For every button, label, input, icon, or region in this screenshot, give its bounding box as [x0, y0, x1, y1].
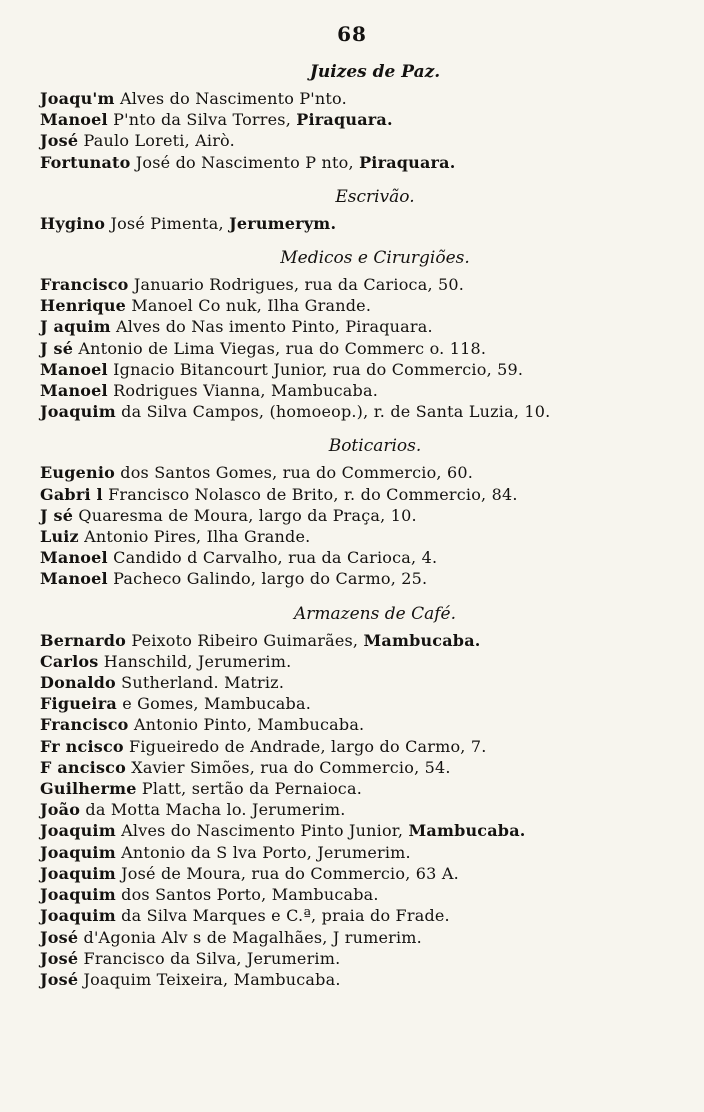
- entry-name: Guilherme: [40, 779, 137, 799]
- entry-details: Alves do Nascimento Pinto Junior,: [115, 821, 409, 841]
- entry-name: José: [40, 131, 79, 151]
- directory-entry: [40, 274, 680, 295]
- section-heading: Armazens de Café.: [294, 603, 456, 624]
- directory-entry: [40, 130, 680, 151]
- entry-details: Figueiredo de Andrade, largo do Carmo, 7.: [123, 736, 487, 756]
- directory-entry: [40, 152, 680, 173]
- entry-list: [40, 630, 680, 990]
- entry-name: Fortunato: [40, 152, 131, 172]
- entry-details: dos Santos Gomes, rua do Commercio, 60.: [114, 463, 474, 483]
- entry-details: Francisco Nolasco de Brito, r. do Commercio, 84.: [102, 484, 518, 504]
- entry-name: Henrique: [40, 296, 127, 316]
- entry-name: Manoel: [40, 569, 108, 589]
- directory-entry: [40, 630, 680, 651]
- directory-entry: [40, 969, 680, 990]
- entry-details: Candido d Carvalho, rua da Carioca, 4.: [107, 548, 438, 568]
- directory-entry: [40, 693, 680, 714]
- entry-name: Joaquim: [40, 906, 116, 926]
- entry-name: Fr ncisco: [40, 736, 124, 756]
- entry-details: d'Agonia Alv s de Magalhães, J rumerim.: [78, 927, 422, 947]
- entry-details: Manoel Co nuk, Ilha Grande.: [126, 296, 372, 316]
- entry-details: e Gomes, Mambucaba.: [116, 694, 312, 714]
- entry-name: José: [40, 969, 79, 989]
- entry-details: da Silva Marques e C.ª, praia do Frade.: [115, 906, 450, 926]
- page-number: 68: [337, 22, 367, 46]
- entry-name: Joaquim: [40, 863, 116, 883]
- entry-name: J sé: [40, 338, 74, 358]
- directory-entry: [40, 295, 680, 316]
- entry-details: da Motta Macha lo. Jerumerim.: [80, 800, 346, 820]
- entry-name: Francisco: [40, 715, 129, 735]
- entry-name: Figueira: [40, 694, 117, 714]
- entry-details: Joaquim Teixeira, Mambucaba.: [78, 969, 341, 989]
- entry-name: J sé: [40, 505, 74, 525]
- directory-entry: [40, 316, 680, 337]
- directory-entry: [40, 462, 680, 483]
- entry-details: Antonio de Lima Viegas, rua do Commerc o. 118.: [73, 338, 487, 358]
- entry-name: Joaqu'm: [40, 89, 115, 108]
- entry-details: Sutherland. Matriz.: [115, 673, 285, 693]
- directory-entry: [40, 757, 680, 778]
- directory-entry: [40, 842, 680, 863]
- entry-name: Bernardo: [40, 630, 127, 650]
- entry-details: Platt, sertão da Pernaioca.: [136, 779, 362, 799]
- directory-entry: [40, 714, 680, 735]
- entry-name: Donaldo: [40, 673, 116, 693]
- section-heading: Juizes de Paz.: [309, 62, 441, 82]
- entry-location: Mambucaba.: [363, 630, 481, 650]
- directory-entry: [40, 505, 680, 526]
- directory-entry: [40, 820, 680, 841]
- directory-entry: [40, 213, 680, 234]
- entry-details: Xavier Simões, rua do Commercio, 54.: [125, 757, 451, 777]
- directory-entry: [40, 672, 680, 693]
- directory-entry: [40, 380, 680, 401]
- entry-name: Joaquim: [40, 821, 116, 841]
- entry-name: Manoel: [40, 110, 108, 130]
- entry-name: Joaquim: [40, 885, 116, 905]
- entry-location: Mambucaba.: [408, 821, 526, 841]
- entry-list: [40, 88, 680, 173]
- entry-location: Piraquara.: [359, 152, 456, 172]
- entry-details: P'nto da Silva Torres,: [107, 110, 297, 130]
- directory-entry: [40, 88, 680, 109]
- entry-location: Jerumerym.: [229, 213, 337, 233]
- entry-name: Manoel: [40, 359, 108, 379]
- entry-list: [40, 462, 680, 589]
- entry-list: [40, 213, 680, 234]
- entry-details: Antonio da S lva Porto, Jerumerim.: [115, 842, 411, 862]
- directory-entry: [40, 568, 680, 589]
- entry-location: Piraquara.: [296, 110, 393, 130]
- directory-entry: [40, 863, 680, 884]
- directory-entry: [40, 948, 680, 969]
- directory-entry: [40, 401, 680, 422]
- section-heading: Medicos e Cirurgiões.: [280, 248, 470, 269]
- directory-entry: [40, 905, 680, 926]
- entry-name: José: [40, 948, 79, 968]
- directory-entry: [40, 484, 680, 505]
- directory-entry: [40, 547, 680, 568]
- entry-list: [40, 274, 680, 422]
- entry-name: Eugenio: [40, 463, 115, 483]
- entry-details: José de Moura, rua do Commercio, 63 A.: [115, 863, 459, 883]
- directory-entry: [40, 651, 680, 672]
- entry-details: Paulo Loreti, Airò.: [78, 131, 235, 151]
- entry-details: Januario Rodrigues, rua da Carioca, 50.: [128, 275, 465, 295]
- directory-entry: [40, 109, 680, 130]
- directory-entry: [40, 736, 680, 757]
- entry-name: Luiz: [40, 527, 79, 547]
- entry-details: Hanschild, Jerumerim.: [98, 651, 292, 671]
- entry-details: José do Nascimento P nto,: [130, 152, 360, 172]
- entry-details: Antonio Pinto, Mambucaba.: [128, 715, 365, 735]
- entry-name: Hygino: [40, 213, 106, 233]
- entry-name: Manoel: [40, 548, 108, 568]
- entry-details: Antonio Pires, Ilha Grande.: [78, 527, 311, 547]
- directory-content: [40, 60, 680, 990]
- directory-entry: [40, 778, 680, 799]
- directory-entry: [40, 799, 680, 820]
- entry-name: Joaquim: [40, 402, 116, 422]
- section-heading: Escrivão.: [335, 186, 415, 207]
- directory-entry: [40, 338, 680, 359]
- entry-details: dos Santos Porto, Mambucaba.: [115, 885, 379, 905]
- entry-name: Francisco: [40, 275, 129, 295]
- directory-entry: [40, 359, 680, 380]
- entry-name: Joaquim: [40, 842, 116, 862]
- directory-entry: [40, 927, 680, 948]
- entry-details: Peixoto Ribeiro Guimarães,: [126, 630, 364, 650]
- entry-details: Rodrigues Vianna, Mambucaba.: [107, 381, 378, 401]
- directory-entry: [40, 884, 680, 905]
- entry-details: Francisco da Silva, Jerumerim.: [78, 948, 341, 968]
- entry-name: Manoel: [40, 381, 108, 401]
- entry-details: Ignacio Bitancourt Junior, rua do Commercio, 59.: [107, 359, 524, 379]
- entry-name: João: [40, 800, 81, 820]
- entry-details: Alves do Nascimento P'nto.: [114, 89, 347, 108]
- section-heading: Boticarios.: [328, 436, 422, 457]
- directory-entry: [40, 526, 680, 547]
- entry-name: José: [40, 927, 79, 947]
- entry-name: F ancisco: [40, 757, 126, 777]
- entry-details: Alves do Nas imento Pinto, Piraquara.: [110, 317, 433, 337]
- entry-name: Gabri l: [40, 484, 103, 504]
- entry-details: José Pimenta,: [105, 213, 230, 233]
- entry-details: Quaresma de Moura, largo da Praça, 10.: [73, 505, 417, 525]
- entry-details: Pacheco Galindo, largo do Carmo, 25.: [107, 569, 428, 589]
- entry-details: da Silva Campos, (homoeop.), r. de Santa Luzia, 10.: [115, 402, 551, 422]
- entry-name: J aquim: [40, 317, 111, 337]
- entry-name: Carlos: [40, 651, 99, 671]
